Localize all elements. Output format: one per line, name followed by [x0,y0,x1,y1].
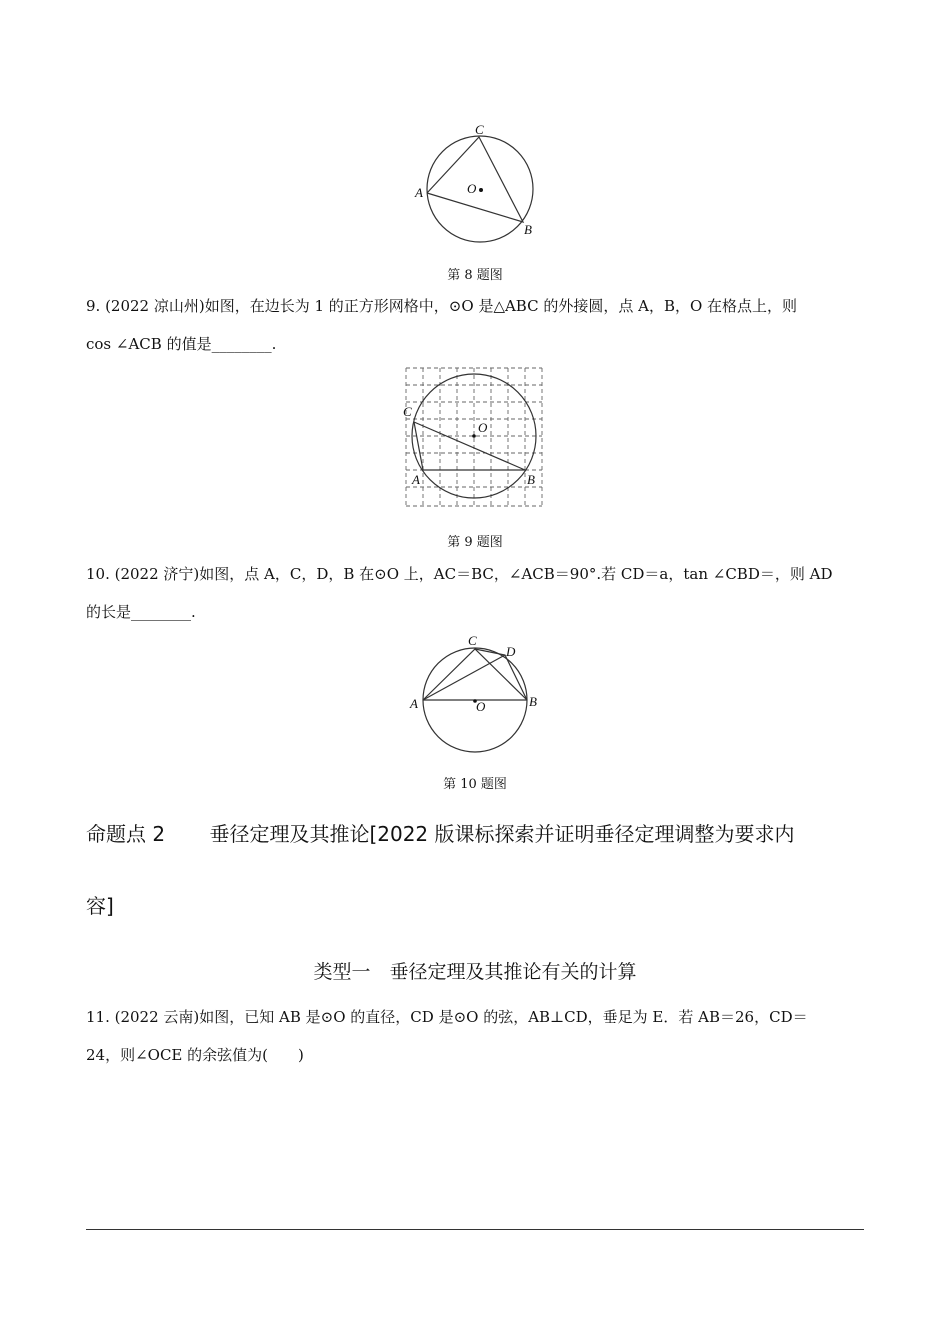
question-9-line-2: cos ∠ACB 的值是________. [86,335,277,353]
type-heading: 类型一 垂径定理及其推论有关的计算 [313,961,637,983]
question-10-line-2: 的长是________. [86,603,196,621]
footer-rule [86,1229,864,1230]
figure-10 [405,630,555,760]
figure-10-caption: 第 10 题图 [443,777,507,792]
section-title-line-1: 垂径定理及其推论[2022 版课标探索并证明垂径定理调整为要求内 [209,822,795,846]
question-10 [86,555,866,631]
figure-9 [400,365,550,510]
center-point [479,188,483,192]
question-9-line-1: 9. (2022 凉山州)如图，在边长为 1 的正方形网格中，⊙O 是△ABC 的外接圆，点 A，B，O 在格点上，则 [86,297,798,315]
label-a: A [410,696,418,711]
label-o: O [467,181,477,196]
label-d: D [506,644,516,659]
label-o: O [478,420,488,435]
label-b: B [524,222,532,237]
question-10-line-1: 10. (2022 济宁)如图，点 A，C，D，B 在⊙O 上，AC＝BC，∠ACB＝90°.若 CD＝a，tan ∠CBD＝，则 AD [86,565,833,583]
triangle-abc [427,137,523,222]
label-a: A [412,472,420,487]
question-11-line-1: 11. (2022 云南)如图，已知 AB 是⊙O 的直径，CD 是⊙O 的弦，AB⊥CD，垂足为 E．若 AB＝26，CD＝ [86,1008,808,1026]
label-c: C [475,122,484,137]
label-o: O [476,699,486,714]
chord-ad [423,655,505,700]
label-a: A [415,185,423,200]
section-heading [86,818,876,919]
figure-8-caption: 第 8 题图 [447,268,503,283]
label-c: C [403,404,412,419]
question-9 [86,287,866,363]
question-11 [86,998,866,1074]
figure-9-caption: 第 9 题图 [447,535,503,550]
label-c: C [468,633,477,648]
center-point [472,434,476,438]
figure-9-diagram [400,365,550,510]
section-title-line-2: 容] [86,894,114,918]
figure-10-diagram [405,630,555,760]
question-11-line-2: 24，则∠OCE 的余弦值为( ) [86,1046,304,1064]
figure-8 [405,118,545,248]
figure-8-diagram [405,118,545,248]
label-b: B [529,694,537,709]
label-b: B [527,472,535,487]
section-number: 命题点 2 [86,822,166,846]
